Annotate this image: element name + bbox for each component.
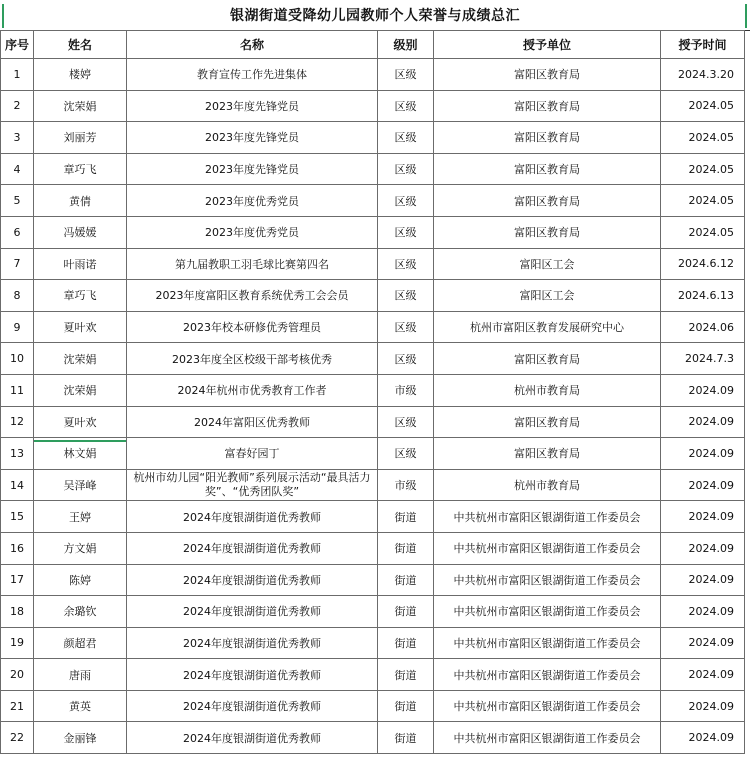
table-row	[1, 248, 745, 280]
cell-index[interactable]: 3	[1, 122, 34, 154]
cell-level[interactable]: 区级	[378, 122, 434, 154]
header-issuer[interactable]: 授予单位	[434, 31, 661, 59]
header-name[interactable]: 姓名	[34, 31, 127, 59]
cell-issuer[interactable]: 中共杭州市富阳区银湖街道工作委员会	[434, 690, 661, 722]
cell-name[interactable]: 叶雨诺	[34, 248, 127, 280]
selection-border-right	[745, 4, 747, 28]
cell-index[interactable]: 17	[1, 564, 34, 596]
cell-name[interactable]: 刘丽芳	[34, 122, 127, 154]
cell-index[interactable]: 2	[1, 90, 34, 122]
cell-index[interactable]: 22	[1, 722, 34, 754]
cell-index[interactable]: 7	[1, 248, 34, 280]
cell-name[interactable]: 章巧飞	[34, 280, 127, 312]
table-row	[1, 311, 745, 343]
cell-index[interactable]: 5	[1, 185, 34, 217]
cell-name[interactable]: 沈荣娟	[34, 374, 127, 406]
cell-level[interactable]: 区级	[378, 248, 434, 280]
cell-date[interactable]: 2024.09	[661, 532, 745, 564]
cell-index[interactable]: 12	[1, 406, 34, 438]
cell-level[interactable]: 街道	[378, 564, 434, 596]
cell-issuer[interactable]: 富阳区教育局	[434, 406, 661, 438]
table-body	[1, 59, 745, 754]
cell-title[interactable]: 2024年度银湖街道优秀教师	[127, 532, 378, 564]
cell-date[interactable]: 2024.6.13	[661, 280, 745, 312]
table-row	[1, 90, 745, 122]
table-row	[1, 627, 745, 659]
cell-title[interactable]: 2024年度银湖街道优秀教师	[127, 690, 378, 722]
cell-date[interactable]: 2024.06	[661, 311, 745, 343]
cell-level[interactable]: 街道	[378, 532, 434, 564]
cell-title[interactable]: 2023年度先锋党员	[127, 90, 378, 122]
cell-issuer[interactable]: 富阳区教育局	[434, 153, 661, 185]
cell-issuer[interactable]: 杭州市富阳区教育发展研究中心	[434, 311, 661, 343]
cell-issuer[interactable]: 中共杭州市富阳区银湖街道工作委员会	[434, 532, 661, 564]
cell-issuer[interactable]: 富阳区教育局	[434, 438, 661, 470]
sheet-title[interactable]: 银湖街道受降幼儿园教师个人荣誉与成绩总汇	[0, 0, 750, 31]
cell-index[interactable]: 16	[1, 532, 34, 564]
table-row	[1, 374, 745, 406]
cell-date[interactable]: 2024.05	[661, 153, 745, 185]
cell-issuer[interactable]: 富阳区教育局	[434, 90, 661, 122]
cell-issuer[interactable]: 中共杭州市富阳区银湖街道工作委员会	[434, 564, 661, 596]
cell-title[interactable]: 2024年度银湖街道优秀教师	[127, 596, 378, 628]
cell-title[interactable]: 第九届教职工羽毛球比赛第四名	[127, 248, 378, 280]
cell-level[interactable]: 市级	[378, 374, 434, 406]
cell-level[interactable]: 街道	[378, 659, 434, 691]
cell-title[interactable]: 2023年度全区校级干部考核优秀	[127, 343, 378, 375]
cell-title[interactable]: 2023年度富阳区教育系统优秀工会会员	[127, 280, 378, 312]
cell-name[interactable]: 陈婷	[34, 564, 127, 596]
header-level[interactable]: 级别	[378, 31, 434, 59]
table-row	[1, 122, 745, 154]
cell-issuer[interactable]: 中共杭州市富阳区银湖街道工作委员会	[434, 501, 661, 533]
cell-name[interactable]: 余璐钦	[34, 596, 127, 628]
cell-issuer[interactable]: 富阳区工会	[434, 280, 661, 312]
cell-date[interactable]: 2024.6.12	[661, 248, 745, 280]
cell-name[interactable]: 楼婷	[34, 59, 127, 91]
cell-index[interactable]: 10	[1, 343, 34, 375]
cell-name[interactable]: 黄倩	[34, 185, 127, 217]
cell-level[interactable]: 区级	[378, 406, 434, 438]
cell-issuer[interactable]: 中共杭州市富阳区银湖街道工作委员会	[434, 659, 661, 691]
table-row	[1, 532, 745, 564]
cell-index[interactable]: 21	[1, 690, 34, 722]
table-row	[1, 596, 745, 628]
cell-selection-indicator	[34, 440, 126, 442]
cell-level[interactable]: 街道	[378, 596, 434, 628]
table-row	[1, 216, 745, 248]
cell-name[interactable]: 冯媛媛	[34, 216, 127, 248]
cell-index[interactable]: 6	[1, 216, 34, 248]
cell-name[interactable]: 方文娟	[34, 532, 127, 564]
cell-date[interactable]: 2024.09	[661, 596, 745, 628]
cell-name[interactable]: 吴泽峰	[34, 469, 127, 501]
cell-issuer[interactable]: 富阳区教育局	[434, 122, 661, 154]
table-row	[1, 659, 745, 691]
cell-issuer[interactable]: 杭州市教育局	[434, 374, 661, 406]
cell-level[interactable]: 街道	[378, 690, 434, 722]
cell-index[interactable]: 20	[1, 659, 34, 691]
cell-level[interactable]: 区级	[378, 185, 434, 217]
cell-date[interactable]: 2024.09	[661, 501, 745, 533]
header-index[interactable]: 序号	[1, 31, 34, 59]
table-row	[1, 59, 745, 91]
cell-date[interactable]: 2024.09	[661, 659, 745, 691]
cell-level[interactable]: 区级	[378, 216, 434, 248]
table-row	[1, 469, 745, 501]
cell-date[interactable]: 2024.05	[661, 185, 745, 217]
cell-index[interactable]: 14	[1, 469, 34, 501]
cell-issuer[interactable]: 中共杭州市富阳区银湖街道工作委员会	[434, 596, 661, 628]
cell-level[interactable]: 市级	[378, 469, 434, 501]
cell-date[interactable]: 2024.09	[661, 438, 745, 470]
table-row	[1, 438, 745, 470]
cell-title[interactable]: 教育宣传工作先进集体	[127, 59, 378, 91]
cell-title[interactable]: 富春好园丁	[127, 438, 378, 470]
cell-date[interactable]: 2024.09	[661, 374, 745, 406]
cell-name[interactable]: 唐雨	[34, 659, 127, 691]
cell-issuer[interactable]: 中共杭州市富阳区银湖街道工作委员会	[434, 627, 661, 659]
cell-issuer[interactable]: 富阳区教育局	[434, 185, 661, 217]
table-row	[1, 153, 745, 185]
cell-title[interactable]: 杭州市幼儿园“阳光教师”系列展示活动“最具活力奖”、“优秀团队奖”	[127, 469, 378, 501]
cell-issuer[interactable]: 富阳区教育局	[434, 59, 661, 91]
cell-index[interactable]: 15	[1, 501, 34, 533]
table-row	[1, 280, 745, 312]
cell-level[interactable]: 区级	[378, 153, 434, 185]
cell-date[interactable]: 2024.09	[661, 722, 745, 754]
cell-index[interactable]: 19	[1, 627, 34, 659]
cell-issuer[interactable]: 富阳区教育局	[434, 343, 661, 375]
cell-level[interactable]: 区级	[378, 311, 434, 343]
cell-level[interactable]: 区级	[378, 90, 434, 122]
cell-issuer[interactable]: 富阳区教育局	[434, 216, 661, 248]
cell-title[interactable]: 2024年度银湖街道优秀教师	[127, 659, 378, 691]
cell-level[interactable]: 街道	[378, 627, 434, 659]
header-date[interactable]: 授予时间	[661, 31, 745, 59]
cell-level[interactable]: 街道	[378, 501, 434, 533]
cell-name[interactable]: 黄英	[34, 690, 127, 722]
cell-name[interactable]: 金丽锋	[34, 722, 127, 754]
cell-level[interactable]: 区级	[378, 438, 434, 470]
cell-index[interactable]: 18	[1, 596, 34, 628]
cell-name[interactable]: 夏叶欢	[34, 311, 127, 343]
cell-title[interactable]: 2023年度优秀党员	[127, 185, 378, 217]
header-row	[1, 31, 745, 59]
cell-name[interactable]: 颜超君	[34, 627, 127, 659]
table-row	[1, 185, 745, 217]
cell-index[interactable]: 4	[1, 153, 34, 185]
cell-name[interactable]: 沈荣娟	[34, 343, 127, 375]
cell-date[interactable]: 2024.09	[661, 690, 745, 722]
cell-title[interactable]: 2024年度银湖街道优秀教师	[127, 722, 378, 754]
cell-date[interactable]: 2024.09	[661, 406, 745, 438]
cell-index[interactable]: 1	[1, 59, 34, 91]
cell-date[interactable]: 2024.05	[661, 216, 745, 248]
cell-title[interactable]: 2024年度银湖街道优秀教师	[127, 564, 378, 596]
cell-date[interactable]: 2024.3.20	[661, 59, 745, 91]
table-row	[1, 564, 745, 596]
cell-level[interactable]: 街道	[378, 722, 434, 754]
cell-date[interactable]: 2024.09	[661, 627, 745, 659]
cell-date[interactable]: 2024.05	[661, 122, 745, 154]
cell-title[interactable]: 2024年度银湖街道优秀教师	[127, 501, 378, 533]
cell-title[interactable]: 2023年度先锋党员	[127, 122, 378, 154]
cell-title[interactable]: 2024年杭州市优秀教育工作者	[127, 374, 378, 406]
cell-issuer[interactable]: 富阳区工会	[434, 248, 661, 280]
cell-issuer[interactable]: 中共杭州市富阳区银湖街道工作委员会	[434, 722, 661, 754]
cell-level[interactable]: 区级	[378, 280, 434, 312]
cell-title[interactable]: 2024年富阳区优秀教师	[127, 406, 378, 438]
cell-level[interactable]: 区级	[378, 343, 434, 375]
cell-date[interactable]: 2024.09	[661, 564, 745, 596]
cell-index[interactable]: 11	[1, 374, 34, 406]
cell-date[interactable]: 2024.09	[661, 469, 745, 501]
header-title[interactable]: 名称	[127, 31, 378, 59]
cell-issuer[interactable]: 杭州市教育局	[434, 469, 661, 501]
cell-name[interactable]: 林文娟	[34, 438, 127, 470]
cell-title[interactable]: 2024年度银湖街道优秀教师	[127, 627, 378, 659]
table-row	[1, 690, 745, 722]
table-row	[1, 722, 745, 754]
table-row	[1, 406, 745, 438]
table-row	[1, 343, 745, 375]
cell-index[interactable]: 9	[1, 311, 34, 343]
table-row	[1, 501, 745, 533]
cell-name[interactable]: 沈荣娟	[34, 90, 127, 122]
cell-date[interactable]: 2024.05	[661, 90, 745, 122]
cell-date[interactable]: 2024.7.3	[661, 343, 745, 375]
cell-level[interactable]: 区级	[378, 59, 434, 91]
cell-title[interactable]: 2023年校本研修优秀管理员	[127, 311, 378, 343]
cell-title[interactable]: 2023年度先锋党员	[127, 153, 378, 185]
cell-index[interactable]: 13	[1, 438, 34, 470]
honor-table	[0, 30, 745, 754]
cell-name[interactable]: 章巧飞	[34, 153, 127, 185]
cell-name[interactable]: 王婷	[34, 501, 127, 533]
cell-title[interactable]: 2023年度优秀党员	[127, 216, 378, 248]
cell-name[interactable]: 夏叶欢	[34, 406, 127, 438]
cell-index[interactable]: 8	[1, 280, 34, 312]
